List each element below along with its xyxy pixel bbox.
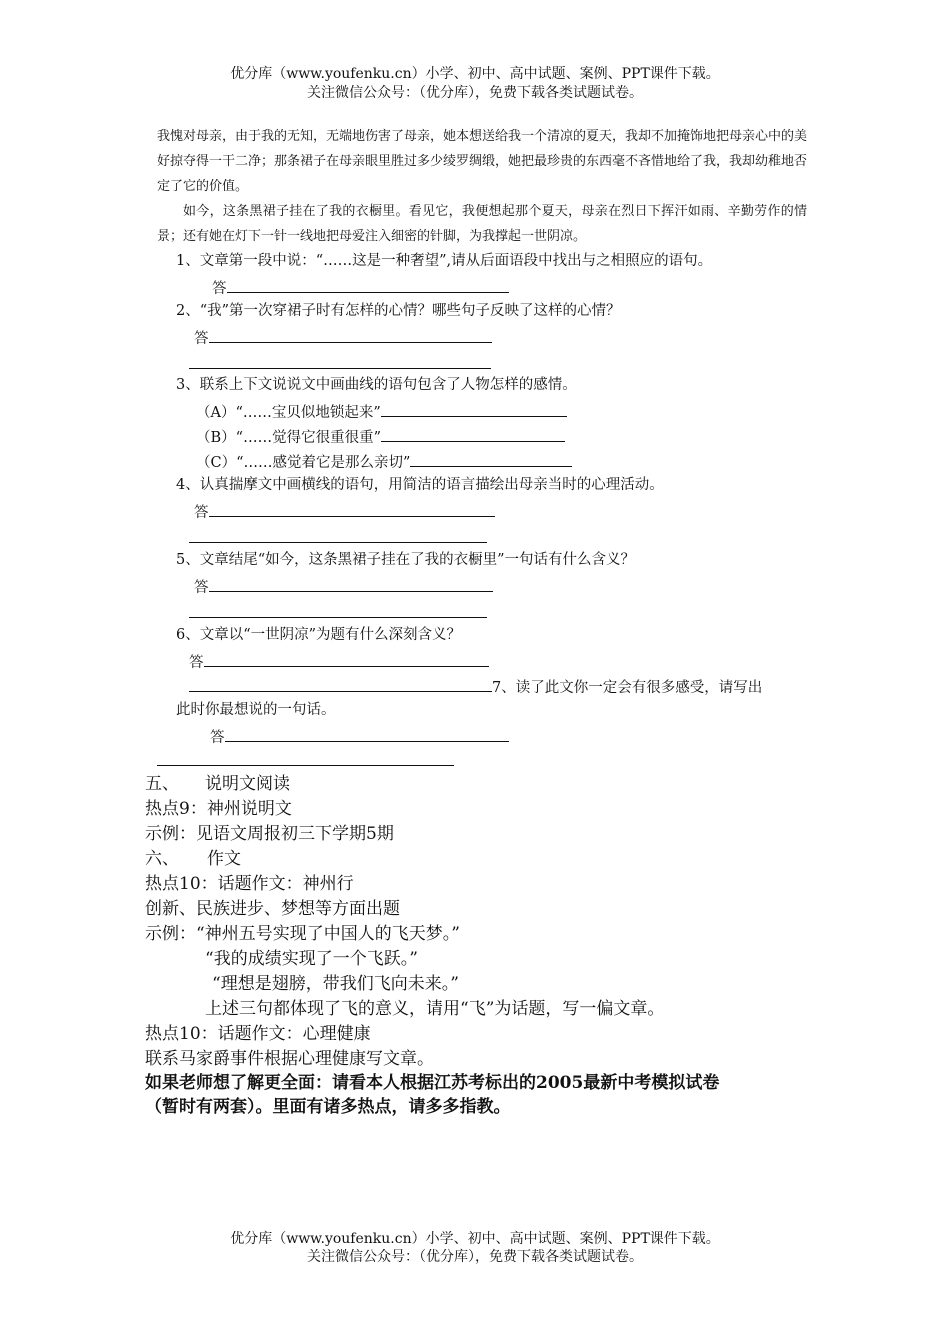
section-5-title: 说明文阅读 [205,774,290,794]
question-3a-text: （A）“……宝贝似地锁起来” [196,405,381,421]
question-3b [196,425,565,448]
essay-instruction: 上述三句都体现了飞的意义，请用“飞”为话题，写一偏文章。 [205,999,665,1019]
example-2-label: 示例： [145,924,196,944]
example-quote-1: “神州五号实现了中国人的飞天梦。” [196,924,460,944]
section-6-number: 六、 [145,849,179,869]
answer-blank-6b[interactable] [189,675,492,692]
question-7-continued: 此时你最想说的一句话。 [176,702,336,718]
example-1: 示例：见语文周报初三下学期5期 [145,824,394,844]
question-1: 1、文章第一段中说：“……这是一种奢望”,请从后面语段中找出与之相照应的语句。 [176,253,713,269]
example-quote-2: “我的成绩实现了一个飞跃。” [205,949,418,969]
answer-label: 答 [212,281,227,297]
answer-blank-3c[interactable] [410,450,572,467]
question-4: 4、认真揣摩文中画横线的语句，用简洁的语言描绘出母亲当时的心理活动。 [176,477,664,493]
question-3: 3、联系上下文说说文中画曲线的语句包含了人物怎样的感情。 [176,377,577,393]
answer-blank-4b[interactable] [189,542,487,543]
topic-directions: 创新、民族进步、梦想等方面出题 [145,899,400,919]
header-line-2: 关注微信公众号：（优分库），免费下载各类试题试卷。 [307,85,643,101]
answer-label: 答 [189,655,204,671]
answer-4 [194,500,495,523]
question-7: 7、读了此文你一定会有很多感受，请写出 [492,680,763,696]
answer-blank-1[interactable] [227,276,509,293]
example-quote-3: “理想是翅膀，带我们飞向未来。” [212,974,459,994]
hot-topic-9: 热点9：神州说明文 [145,799,292,819]
section-6-heading [145,847,241,871]
answer-blank-6a[interactable] [204,650,489,667]
answer-blank-2b[interactable] [189,368,491,369]
example-2 [145,922,460,946]
answer-blank-2a[interactable] [209,326,492,343]
answer-label: 答 [194,331,209,347]
answer-blank-5a[interactable] [209,575,493,592]
footer-line-1: 优分库（www.youfenku.cn）小学、初中、高中试题、案例、PPT课件下载。 [230,1231,720,1247]
answer-blank-7b[interactable] [157,765,454,766]
section-6-title: 作文 [207,849,241,869]
answer-label: 答 [194,580,209,596]
question-2: 2、“我”第一次穿裙子时有怎样的心情？哪些句子反映了这样的心情？ [176,303,621,319]
answer-label: 答 [210,730,225,746]
answer-blank-5b[interactable] [189,617,487,618]
footer-line-2: 关注微信公众号：（优分库），免费下载各类试题试卷。 [307,1249,643,1265]
mental-health-topic: 联系马家爵事件根据心理健康写文章。 [145,1049,434,1069]
hot-topic-10a: 热点10：话题作文：神州行 [145,874,354,894]
answer-label: 答 [194,505,209,521]
closing-note-line-2: （暂时有两套）。里面有诸多热点，请多多指教。 [145,1097,511,1117]
question-6: 6、文章以“一世阴凉”为题有什么深刻含义？ [176,627,462,643]
answer-1 [212,276,509,299]
header-line-1: 优分库（www.youfenku.cn）小学、初中、高中试题、案例、PPT课件下载。 [230,66,720,82]
answer-6 [189,650,489,673]
question-3c-text: （C）“……感觉着它是那么亲切” [196,455,411,471]
question-5: 5、文章结尾“如今，这条黑裙子挂在了我的衣橱里”一句话有什么含义？ [176,552,636,568]
question-3b-text: （B）“……觉得它很重很重” [196,430,381,446]
answer-2 [194,326,492,349]
section-5-heading [145,772,290,796]
section-5-number: 五、 [145,774,179,794]
passage-paragraph-1: 我愧对母亲，由于我的无知，无端地伤害了母亲，她本想送给我一个清凉的夏天，我却不加掩饰地把母亲心中的美好掠夺得一干二净；那条裙子在母亲眼里胜过多少绫罗绸缎，她把最珍贵的东西毫不吝惜地给了我，我却幼稚地否定了它的价值。 [157,129,808,194]
closing-note-line-1: 如果老师想了解更全面：请看本人根据江苏考标出的2005最新中考模拟试卷 [145,1073,720,1093]
passage-paragraph-2: 如今，这条黑裙子挂在了我的衣橱里。看见它，我便想起那个夏天，母亲在烈日下挥汗如雨、辛勤劳作的情景；还有她在灯下一针一线地把母爱注入细密的针脚，为我撑起一世阴凉。 [157,204,807,244]
answer-5 [194,575,493,598]
answer-blank-3b[interactable] [381,425,565,442]
question-7-line [189,675,762,698]
hot-topic-10b: 热点10：话题作文：心理健康 [145,1024,371,1044]
question-3c [196,450,572,473]
answer-blank-7a[interactable] [225,725,509,742]
answer-blank-4a[interactable] [209,500,495,517]
answer-blank-3a[interactable] [381,400,567,417]
question-3a [196,400,567,423]
answer-7 [210,725,509,748]
